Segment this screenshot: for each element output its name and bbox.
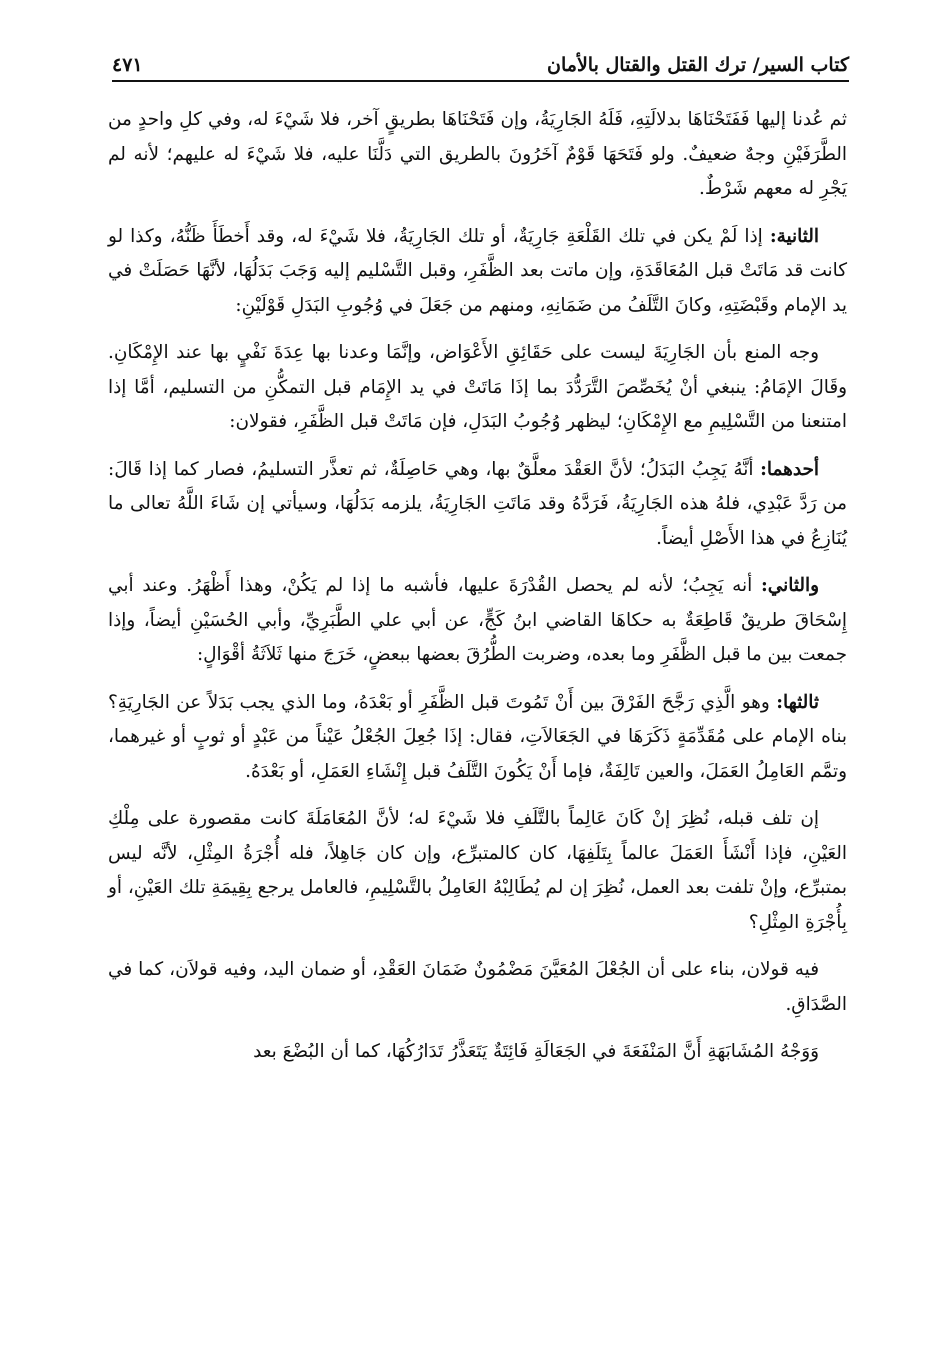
paragraph-text: وهو الَّذِي رَجَّحَ الفَرْقَ بين أَنْ تَمُوتَ قبل الظَّفَرِ أو بَعْدَهُ، وما الذي يجب بَدَلاً عن الجَارِيَةِ؟ بناه الإمام على مُقَدِّمَةٍ ذَكَرَهَا في الجَعَالاَتِ، فقال: إذَا جُعِلَ الجُعْلُ عَيْناً من عَبْدٍ أو ثوبٍ أو غيرهما، وتمَّم العَامِلُ العَمَلَ، والعين تَالِفَةٌ، فإما أَنْ يَكُونَ التَّلَفُ قبل إِنْشَاءِ العَمَلِ، أو بَعْدَهُ. — [108, 691, 847, 782]
paragraph-text: فيه قولان، بناء على أن الجُعْلَ المُعَيَّنَ مَضْمُونٌ ضَمَانَ العَقْدِ، أو ضمان اليد، وفيه قولاَن، كما في الصَّدَاقِ. — [108, 959, 847, 1015]
paragraph-text: أنه يَجِبُ؛ لأنه لم يحصل القُدْرَةَ عليها، فأشبه ما إذا لم يَكُنْ، وهذا أَظْهَرُ. وعند أبي إِسْحَاقَ طريقٌ قَاطِعَةٌ به حكاهَا القاضي ابنُ كَجٍّ، عن أبي علي الطَّبَرِيِّ، وأبي الحُسَيْنِ أيضاً، وإذا جمعت بين ما قبل الظَّفَرِ وما بعده، وضربت الطُّرُقَ بعضها ببعضٍ، خَرَجَ منها ثَلاَثَةُ أقْوَالٍ: — [108, 575, 847, 665]
paragraph-text: وَوَجْهُ المُشَابَهَةِ أَنَّ المَنْفَعَةَ في الجَعَالَةِ فَائِتَةٌ يَتَعَذَّرُ تَدَارُكُهَا، كما أن البُضْعَ بعد — [253, 1041, 819, 1062]
header-title: كتاب السير/ ترك القتل والقتال بالأمان — [547, 54, 849, 76]
paragraph-text: ثم عُدنا إليها فَفَتَحْنَاهَا بدلالَتِهِ، فَلَهُ الجَارِيَةُ، وإن فَتَحْنَاهَا بطريقٍ آخر، فلا شَيْءَ له، وفي كلِ واحدٍ من الطَّرَفَيْنِ وجهٌ ضعيفٌ. ولو فَتَحَهَا قَوْمٌ آخَرُونَ بالطريق التي دَلَّنَا عليه، فلا شَيْءَ له عليهم؛ لأنه لم يَجْرِ له معهم شَرْطٌ. — [108, 109, 847, 199]
paragraph — [108, 569, 847, 673]
paragraph — [108, 336, 847, 440]
paragraph — [108, 453, 847, 557]
body-text — [108, 103, 847, 1083]
paragraph — [108, 686, 847, 790]
paragraph-lead: ثالثها: — [776, 691, 819, 713]
paragraph — [108, 802, 847, 940]
paragraph-lead: والثاني: — [761, 575, 819, 596]
paragraph-text: أنَّهُ يَجِبُ البَدَلُ؛ لأنَّ العَقْدَ معلَّقٌ بها، وهي حَاصِلَةٌ، ثم تعذَّر التسليمُ، فصار كما إذا قَالَ: من رَدَّ عَبْدِي، فلهُ هذه الجَارِيَةُ، فَرَدَّهُ وقد مَاتَتِ الجَارِيَةُ، يلزمه بَدَلُهَا، وسيأتي إن شَاءَ اللَّهُ تعالى ما يُنَازِعُ في هذا الأَصْلِ أيضاً. — [108, 458, 847, 549]
paragraph-lead: أحدهما: — [760, 458, 819, 480]
paragraph-text: وجه المنع بأن الجَارِيَةَ ليست على حَقَائِقِ الأَعْوَاض، وإنَّمَا وعدنا بها عِدَةَ نَفْيٍ بها عند الإِمْكَانِ. وقَالَ الإمَامُ: ينبغي أنْ يُخَصِّصَ التَّرَدُّدَ بما إذَا مَاتَتْ في يد الإِمَام قبل التمكُّنِ من التسليم، أمَّا إذا امتنعنا من التَّسْلِيمِ مع الإِمْكَانِ؛ ليظهر وُجُوبُ البَدَلِ، فإن مَاتَتْ قبل الظَّفَرِ، فقولان: — [108, 342, 847, 432]
paragraph-text: إذا لَمْ يكن في تلك القَلْعَةِ جَارِيَةٌ، أو تلك الجَارِيَةُ، فلا شَيْءَ له، وقد أَخطَأَ ظَنُّهُ، وكذا لو كانت قد مَاتَتْ قبل المُعَاقَدَةِ، وإن ماتت بعد الظَّفَرِ، وقبل التَّسْليم إليه وَجَبَ بَدَلُهَا، لأنَّهَا حَصَلَتْ في يد الإمام وقَبْضَتِهِ، وكانَ التَّلَفُ من ضَمَانِهِ، ومنهم من جَعَلَ في وُجُوبِ البَدَلِ قَوْلَيْنِ: — [108, 225, 847, 316]
paragraph — [108, 103, 847, 207]
paragraph — [108, 1035, 847, 1070]
paragraph-text: إن تلف قبله، نُظِرَ إنْ كَانَ عَالِماً بالتَّلَفِ فلا شَيْءَ له؛ لأنَّ المُعَامَلَةَ كانت مقصورة على مِلْكِ العَيْنِ، فإذا أَنْشَأَ العَمَلَ عالماً بِتَلَفِهَا، كان كالمتبرِّع، وإن كان جَاهِلاً، فله أُجْرَةُ المِثْلِ، لأنَّه ليس بمتبرِّع، وإنْ تلفت بعد العمل، نُظِرَ إن لم يُطَالِبْهُ العَامِلُ بالتَّسْلِيمِ، فالعامل يرجع بِقِيمَةِ تلك العَيْنِ، أو بِأُجْرَةِ المِثْلِ؟ — [108, 808, 847, 933]
running-head — [112, 46, 849, 76]
header-rule — [112, 80, 849, 82]
paragraph — [108, 953, 847, 1022]
paragraph — [108, 220, 847, 324]
page-number: ٤٧١ — [112, 54, 143, 76]
paragraph-lead: الثانية: — [769, 225, 819, 247]
